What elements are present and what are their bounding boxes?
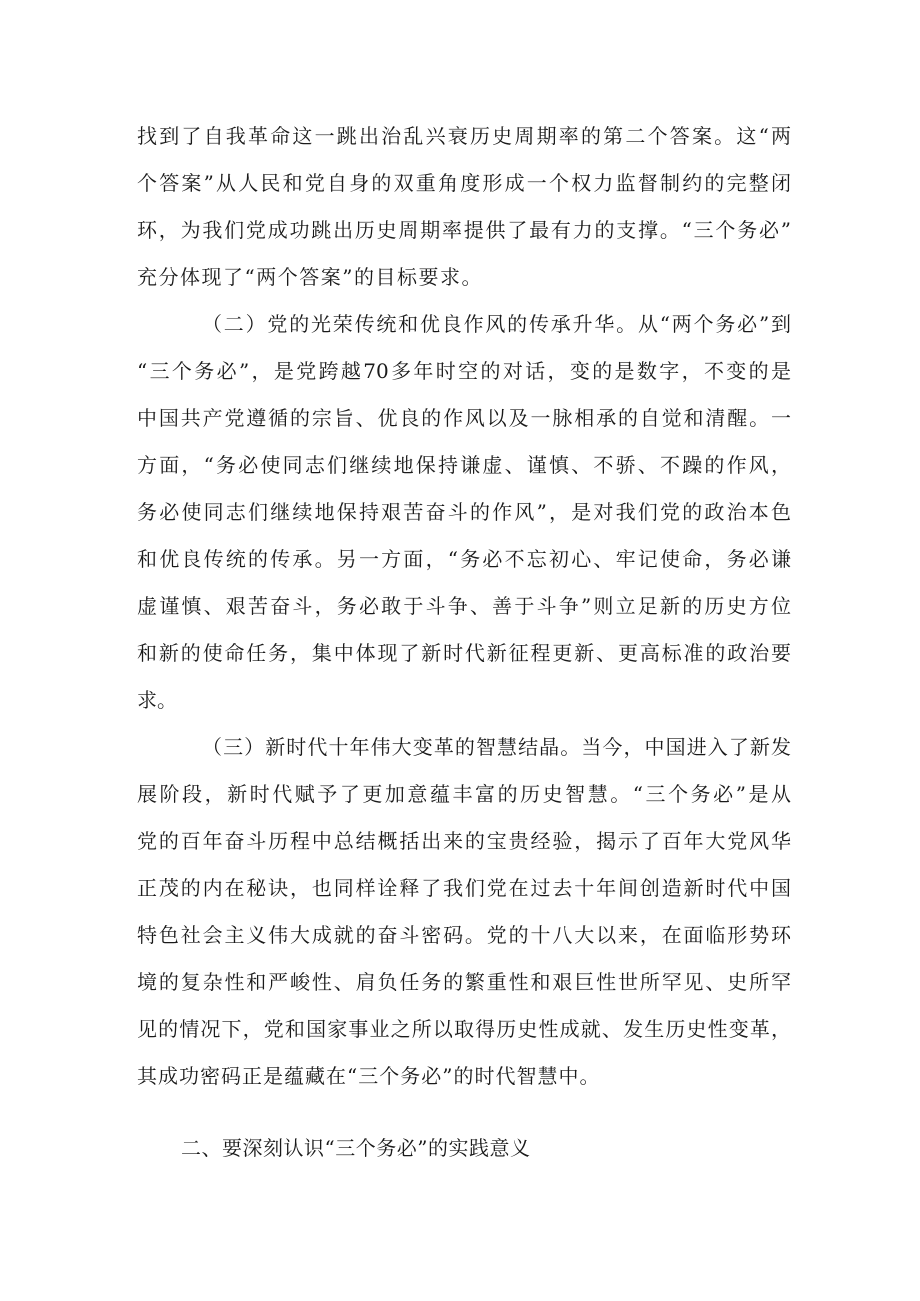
paragraph-line: 充分体现了“两个答案”的目标要求。 — [137, 265, 483, 289]
paragraph-line: （三）新时代十年伟大变革的智慧结晶。当今，中国进入了新发 — [202, 735, 791, 759]
paragraph-line: 求。 — [137, 688, 177, 712]
paragraph-line: 方面，“务必使同志们继续地保持谦虚、谨慎、不骄、不躁的作风， — [137, 453, 791, 477]
paragraph-line: “三个务必”，是党跨越70多年时空的对话，变的是数字，不变的是 — [137, 359, 791, 383]
paragraph-line: 境的复杂性和严峻性、肩负任务的繁重性和艰巨性世所罕见、史所罕 — [137, 970, 791, 994]
paragraph-line: 虚谨慎、艰苦奋斗，务必敢于斗争、善于斗争”则立足新的历史方位 — [137, 594, 791, 618]
paragraph-line: 和优良传统的传承。另一方面，“务必不忘初心、牢记使命，务必谦 — [137, 547, 791, 571]
paragraph-line: 务必使同志们继续地保持艰苦奋斗的作风”，是对我们党的政治本色 — [137, 500, 791, 524]
paragraph-line: 正茂的内在秘诀，也同样诠释了我们党在过去十年间创造新时代中国 — [137, 876, 791, 900]
paragraph-line: 个答案”从人民和党自身的双重角度形成一个权力监督制约的完整闭 — [137, 171, 791, 195]
paragraph-line: 环，为我们党成功跳出历史周期率提供了最有力的支撑。“三个务必” — [137, 218, 791, 242]
paragraph-line: 中国共产党遵循的宗旨、优良的作风以及一脉相承的自觉和清醒。一 — [137, 406, 791, 430]
paragraph-line: 党的百年奋斗历程中总结概括出来的宝贵经验，揭示了百年大党风华 — [137, 829, 791, 853]
paragraph-line: 见的情况下，党和国家事业之所以取得历史性成就、发生历史性变革， — [137, 1017, 791, 1041]
paragraph-line: 展阶段，新时代赋予了更加意蕴丰富的历史智慧。“三个务必”是从 — [137, 782, 791, 806]
paragraph-line: 找到了自我革命这一跳出治乱兴衰历史周期率的第二个答案。这“两 — [137, 124, 791, 148]
paragraph-line: 和新的使命任务，集中体现了新时代新征程更新、更高标准的政治要 — [137, 641, 791, 665]
paragraph-line: 其成功密码正是蕴藏在“三个务必”的时代智慧中。 — [137, 1064, 601, 1088]
paragraph-line: （二）党的光荣传统和优良作风的传承升华。从“两个务必”到 — [202, 312, 791, 336]
section-heading: 二、要深刻认识“三个务必”的实践意义 — [181, 1136, 531, 1160]
paragraph-line: 特色社会主义伟大成就的奋斗密码。党的十八大以来，在面临形势环 — [137, 923, 791, 947]
